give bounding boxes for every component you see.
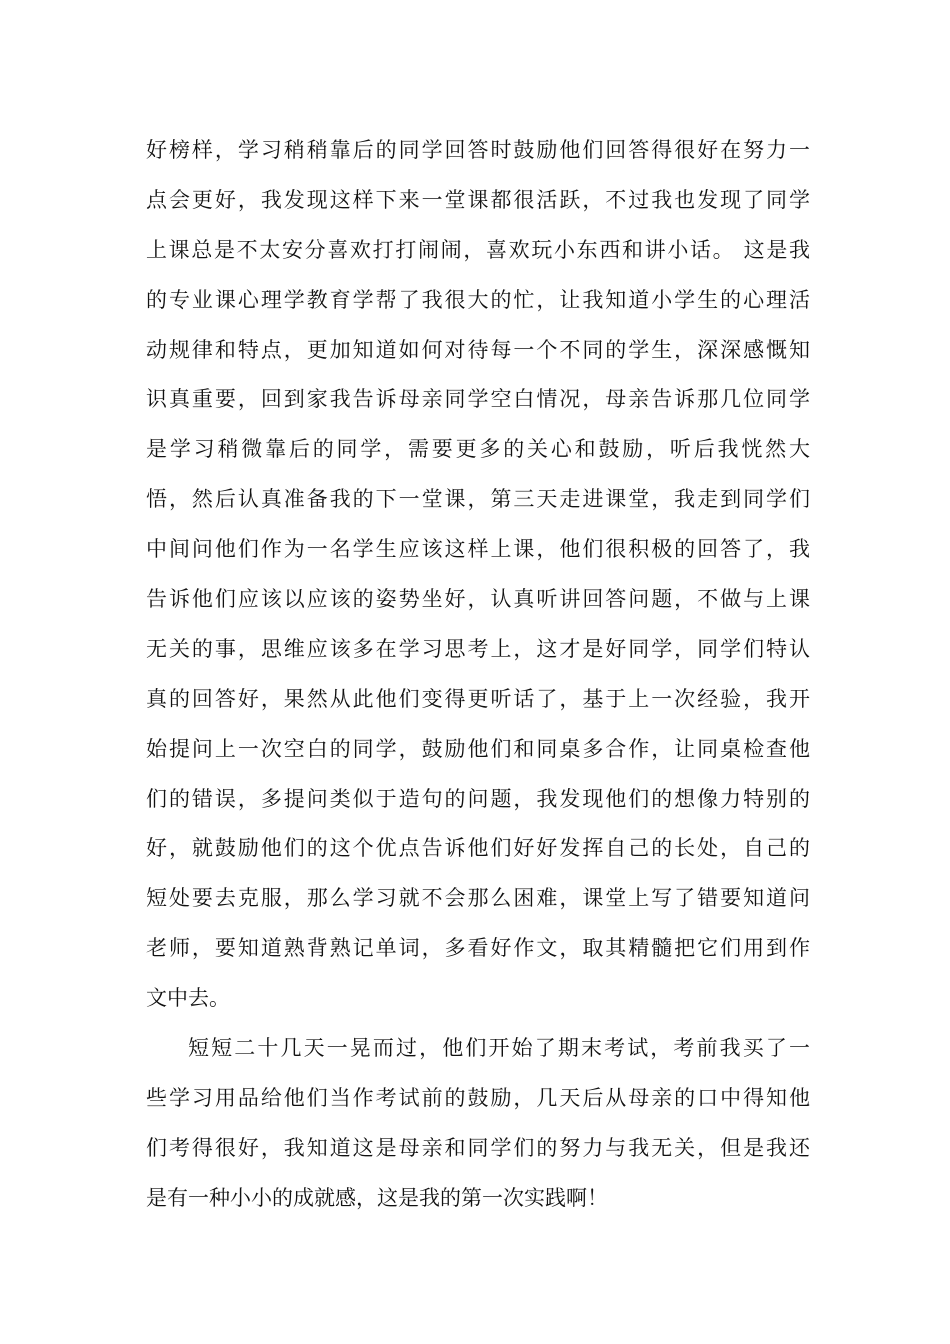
text-line-last: 文中去。 bbox=[146, 986, 230, 1011]
paragraph-2 bbox=[146, 1024, 810, 1224]
text-line: 点会更好，我发现这样下来一堂课都很活跃，不过我也发现了同学 bbox=[146, 187, 810, 212]
text-line: 们的错误，多提问类似于造句的问题，我发现他们的想像力特别的 bbox=[146, 786, 810, 811]
text-line: 些学习用品给他们当作考试前的鼓励，几天后从母亲的口中得知他 bbox=[146, 1085, 810, 1110]
text-line: 好榜样，学习稍稍靠后的同学回答时鼓励他们回答得很好在努力一 bbox=[146, 138, 810, 162]
text-line: 动规律和特点，更加知道如何对待每一个不同的学生，深深感慨知 bbox=[146, 337, 810, 362]
text-line-last: 是有一种小小的成就感，这是我的第一次实践啊！ bbox=[146, 1185, 608, 1210]
paragraph-1 bbox=[146, 126, 810, 1024]
body-text bbox=[146, 126, 810, 1224]
text-line: 始提问上一次空白的同学，鼓励他们和同桌多合作，让同桌检查他 bbox=[146, 736, 810, 761]
text-line-first: 短短二十几天一晃而过，他们开始了期末考试，考前我买了一 bbox=[188, 1036, 810, 1061]
text-line: 们考得很好，我知道这是母亲和同学们的努力与我无关，但是我还 bbox=[146, 1135, 810, 1160]
text-line: 告诉他们应该以应该的姿势坐好，认真听讲回答问题，不做与上课 bbox=[146, 587, 810, 612]
text-line: 的专业课心理学教育学帮了我很大的忙，让我知道小学生的心理活 bbox=[146, 287, 810, 312]
text-line: 悟，然后认真准备我的下一堂课，第三天走进课堂，我走到同学们 bbox=[146, 487, 810, 512]
text-line: 好，就鼓励他们的这个优点告诉他们好好发挥自己的长处，自己的 bbox=[146, 836, 810, 861]
text-line: 短处要去克服，那么学习就不会那么困难，课堂上写了错要知道问 bbox=[146, 886, 810, 911]
text-line: 中间问他们作为一名学生应该这样上课，他们很积极的回答了，我 bbox=[146, 537, 810, 562]
text-line: 老师，要知道熟背熟记单词，多看好作文，取其精髓把它们用到作 bbox=[146, 936, 810, 961]
text-line: 是学习稍微靠后的同学，需要更多的关心和鼓励，听后我恍然大 bbox=[146, 437, 810, 462]
text-line: 上课总是不太安分喜欢打打闹闹，喜欢玩小东西和讲小话。 这是我 bbox=[146, 237, 810, 262]
text-line: 识真重要，回到家我告诉母亲同学空白情况，母亲告诉那几位同学 bbox=[146, 387, 810, 412]
text-line: 真的回答好，果然从此他们变得更听话了，基于上一次经验，我开 bbox=[146, 686, 810, 711]
text-line: 无关的事，思维应该多在学习思考上，这才是好同学，同学们特认 bbox=[146, 636, 810, 661]
